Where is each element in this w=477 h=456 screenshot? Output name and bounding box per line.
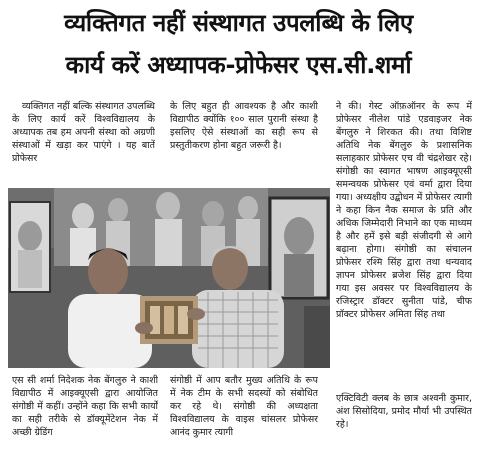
photo-illustration xyxy=(8,188,330,368)
article-column-1-bottom xyxy=(12,374,158,454)
paragraph: के लिए बहुत ही आवश्यक है और काशी विद्यापीठ क्योंकि १०० साल पुरानी संस्था है इसलिए ऐसे संस्थाओं का सही रूप से प्रस्तुतीकरण होना बहुत जरूरी है। xyxy=(170,101,318,151)
article-column-1-top xyxy=(12,100,155,178)
headline-line-1: व्यक्तिगत नहीं संस्थागत उपलब्धि के लिए xyxy=(64,9,413,37)
article-column-3-bottom xyxy=(336,392,472,454)
article-column-2-bottom xyxy=(170,374,318,454)
paragraph: ने की। गेस्ट ऑफ़ऑनर के रूप में प्रोफेसर नीलेश पांडे एडवाइजर नेक बेंगलुरु ने शिरकत की। तथा विशिष्ट अतिथि नेक बेंगलुरु के प्रशासनिक सलाहकार प्रोफेसर एच वी चंद्रशेखर रहे। संगोष्ठी का स्वागत भाषण आइक्यूएसी समन्वयक प्रोफेसर एवं वर्मा द्वारा दिया गया। अध्यक्षीय उद्बोधन में प्रोफेसर त्यागी ने कहा किन नैक समाज के प्रति और अधिक जिम्मेदारी निभाने का एक माध्यम है और हमें इसे बड़ी संजीदगी से आगे बढ़ाना होगा। संगोष्ठी का संचालन प्रोफेसर रश्मि सिंह द्वारा तथा धन्यवाद ज्ञापन प्रोफेसर ब्रजेश सिंह द्वारा दिया गया इस अवसर पर विश्वविद्यालय के रजिस्ट्रार डॉक्टर सुनीता पांडे, चीफ प्रॉक्टर प्रोफेसर अमिता सिंह तथा xyxy=(336,101,472,320)
headline-line-2: कार्य करें अध्यापक-प्रोफेसर एस.सी.शर्मा xyxy=(65,51,412,79)
article-column-2-top xyxy=(170,100,318,178)
paragraph: संगोष्ठी में आप बतौर मुख्य अतिथि के रूप में नेक टीम के सभी सदस्यों को संबोधित कर रहे थे। संगोष्ठी की अध्यक्षता विश्वविद्यालय के वाइस चांसलर प्रोफेसर आनंद कुमार त्यागी xyxy=(170,375,318,438)
paragraph: व्यक्तिगत नहीं बल्कि संस्थागत उपलब्धि के लिए कार्य करें विश्वविद्यालय के अध्यापक तब हम अपनी संस्था को अग्रणी संस्थाओं में खड़ा कर पाएंगे । यह बातें प्रोफेसर xyxy=(12,101,155,164)
article-column-3 xyxy=(336,100,472,392)
paragraph: एस सी शर्मा निदेशक नेक बेंगलुरु ने काशी विद्यापीठ में आइक्यूएसी द्वारा आयोजित संगोष्ठी में कहीं। उन्होंने कहा कि सभी कार्यों का सही तरीके से डॉक्यूमेंटेशन नेक में अच्छी ग्रेडिंग xyxy=(12,375,158,438)
paragraph: एक्टिविटी क्लब के छात्र अश्वनी कुमार, अंश सिसोदिया, प्रमोद मौर्या भी उपस्थित रहे। xyxy=(336,393,472,430)
event-photo xyxy=(8,188,330,368)
